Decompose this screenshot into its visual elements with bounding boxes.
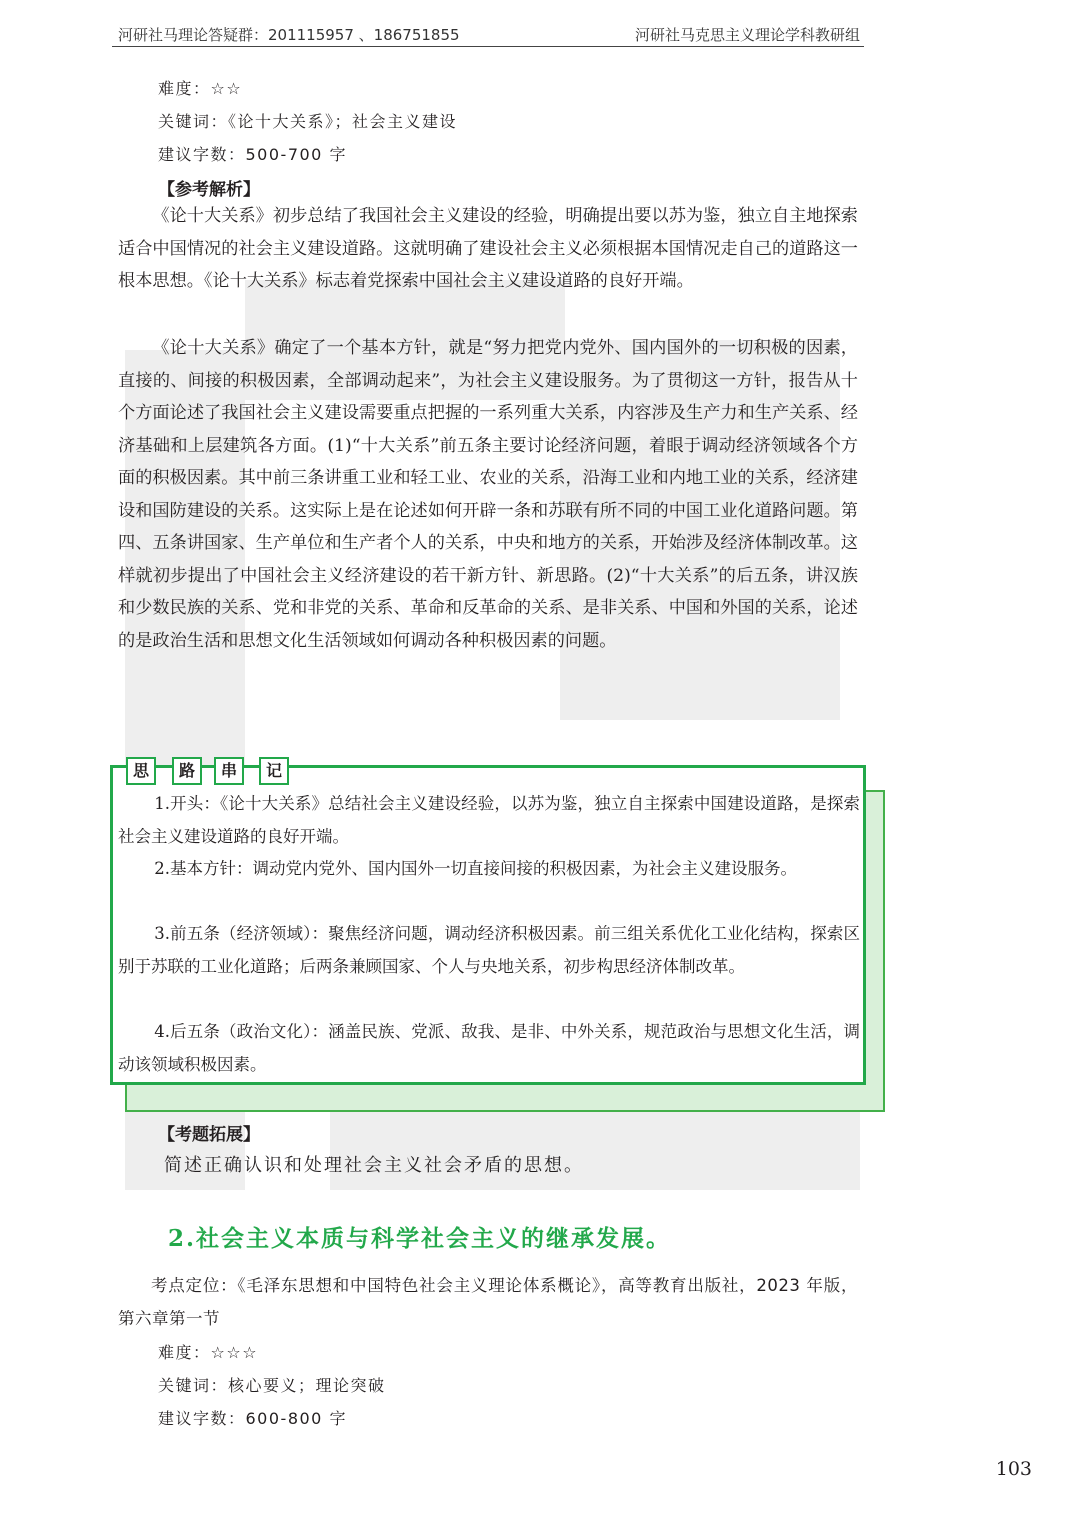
summary-item-3: 3.前五条（经济领域）：聚焦经济问题，调动经济积极因素。前三组关系优化工业化结构，探索区别于苏联的工业化道路；后两条兼顾国家、个人与央地关系，初步构思经济体制改革。 xyxy=(118,924,860,976)
header-rule xyxy=(112,46,864,47)
extension-tag: 【考题拓展】 xyxy=(158,1125,260,1145)
q1-word-count: 建议字数：500-700 字 xyxy=(158,145,347,164)
q1-keywords: 关键词：《论十大关系》；社会主义建设 xyxy=(158,112,458,131)
q1-difficulty: 难度：☆☆ xyxy=(158,79,243,98)
analysis-paragraph-1: 《论十大关系》初步总结了我国社会主义建设的经验，明确提出要以苏为鉴，独立自主地探索适合中国情况的社会主义建设道路。这就明确了建设社会主义必须根据本国情况走自己的道路这一根本思想。《论十大关系》标志着党探索中国社会主义建设道路的良好开端。 xyxy=(118,206,858,291)
q2-difficulty: 难度：☆☆☆ xyxy=(158,1343,259,1362)
extension-text: 简述正确认识和处理社会主义社会矛盾的思想。 xyxy=(164,1155,584,1176)
summary-item-2: 2.基本方针：调动党内党外、国内国外一切直接间接的积极因素，为社会主义建设服务。 xyxy=(154,859,798,878)
header-left-text: 河研社马理论答疑群：201115957 、186751855 xyxy=(118,26,460,44)
q2-keywords: 关键词：核心要义；理论突破 xyxy=(158,1376,386,1395)
tile-si: 思 xyxy=(126,757,156,785)
tile-chuan: 串 xyxy=(214,757,244,785)
summary-item-1: 1.开头：《论十大关系》总结社会主义建设经验，以苏为鉴，独立自主探索中国建设道路，是探索社会主义建设道路的良好开端。 xyxy=(118,794,860,846)
tile-lu: 路 xyxy=(172,757,202,785)
summary-item-4: 4.后五条（政治文化）：涵盖民族、党派、敌我、是非、中外关系，规范政治与思想文化生活，调动该领域积极因素。 xyxy=(118,1022,860,1074)
question-2-title: 2.社会主义本质与科学社会主义的继承发展。 xyxy=(168,1225,672,1252)
header-right-text: 河研社马克思主义理论学科教研组 xyxy=(634,26,860,44)
page-number: 103 xyxy=(995,1458,1032,1480)
q2-location: 考点定位：《毛泽东思想和中国特色社会主义理论体系概论》，高等教育出版社，2023 年版，第六章第一节 xyxy=(118,1276,858,1328)
tile-ji: 记 xyxy=(259,757,289,785)
analysis-paragraph-2: 《论十大关系》确定了一个基本方针，就是“努力把党内党外、国内国外的一切积极的因素，直接的、间接的积极因素，全部调动起来”，为社会主义建设服务。为了贯彻这一方针，报告从十个方面论述了我国社会主义建设需要重点把握的一系列重大关系，内容涉及生产力和生产关系、经济基础和上层建筑各方面。(1)“十大关系”前五条主要讨论经济问题，着眼于调动经济领域各个方面的积极因素。其中前三条讲重工业和轻工业、农业的关系，沿海工业和内地工业的关系，经济建设和国防建设的关系。这实际上是在论述如何开辟一条和苏联有所不同的中国工业化道路问题。第四、五条讲国家、生产单位和生产者个人的关系，中央和地方的关系，开始涉及经济体制改革。这样就初步提出了中国社会主义经济建设的若干新方针、新思路。(2)“十大关系”的后五条，讲汉族和少数民族的关系、党和非党的关系、革命和反革命的关系、是非关系、中国和外国的关系，论述的是政治生活和思想文化生活领域如何调动各种积极因素的问题。 xyxy=(118,338,858,651)
q2-word-count: 建议字数：600-800 字 xyxy=(158,1409,347,1428)
analysis-tag: 【参考解析】 xyxy=(158,180,260,200)
